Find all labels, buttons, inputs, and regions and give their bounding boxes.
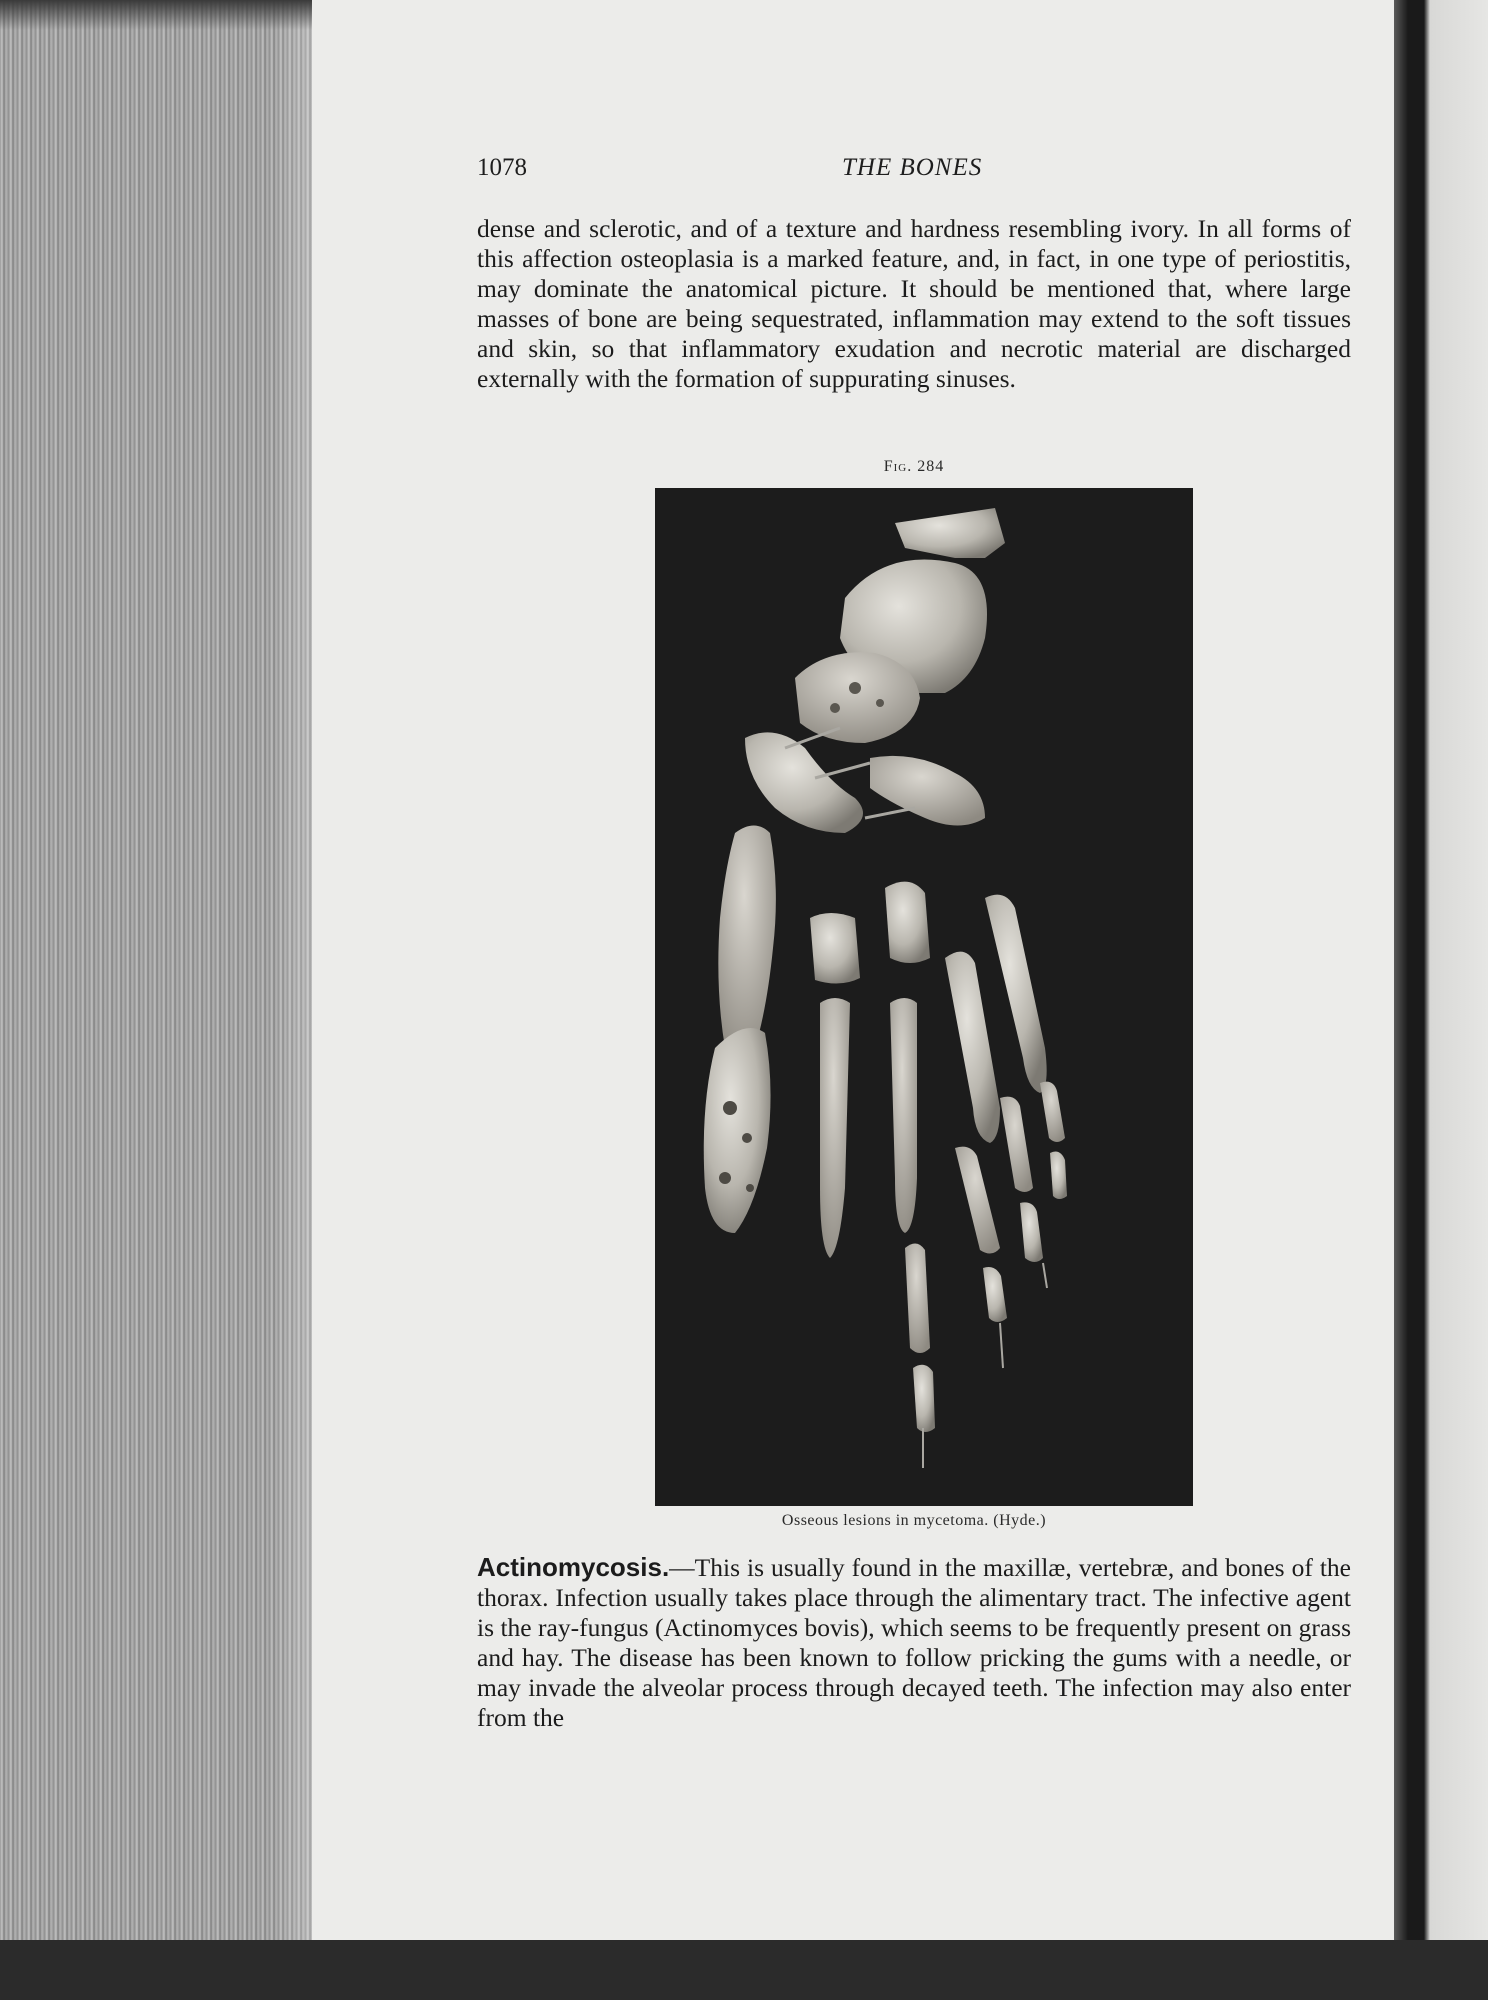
figure-label: Fig. 284 [883,458,945,475]
running-title: THE BONES [842,154,983,181]
book-gutter [1394,0,1488,1966]
paragraph-2-text: —This is usually found in the maxillæ, vertebræ, and bones of the thorax. Infection usually takes place through the alimentary tract. The infective agent is the ray-fungus (Actinomyces bovis), which seems to be frequently present on grass and hay. The disease has been known to follow pricking the gums with a needle, or may invade the alveolar process through decayed teeth. The infection may also enter from the [477,1553,1351,1732]
bottom-shadow [0,1940,1488,2000]
page-number: 1078 [477,154,527,181]
section-lead: Actinomycosis. [477,1552,670,1582]
paragraph-2 [477,1552,1351,1733]
figure-caption: Osseous lesions in mycetoma. (Hyde.) [781,1512,1047,1529]
figure-photo-foot-skeleton [655,488,1193,1506]
foot-bones-illustration [655,488,1193,1506]
edge-shadow [0,0,312,30]
book-page-edges [0,0,312,2000]
running-header [477,154,1351,194]
paragraph-1: dense and sclerotic, and of a texture and hardness resembling ivory. In all forms of this affection osteoplasia is a marked feature, and, in fact, in one type of periostitis, may dominate the anatomical picture. It should be mentioned that, where large masses of bone are being sequestrated, inflammation may extend to the soft tissues and skin, so that inflammatory exudation and necrotic material are discharged externally with the formation of suppurating sinuses. [477,214,1351,393]
